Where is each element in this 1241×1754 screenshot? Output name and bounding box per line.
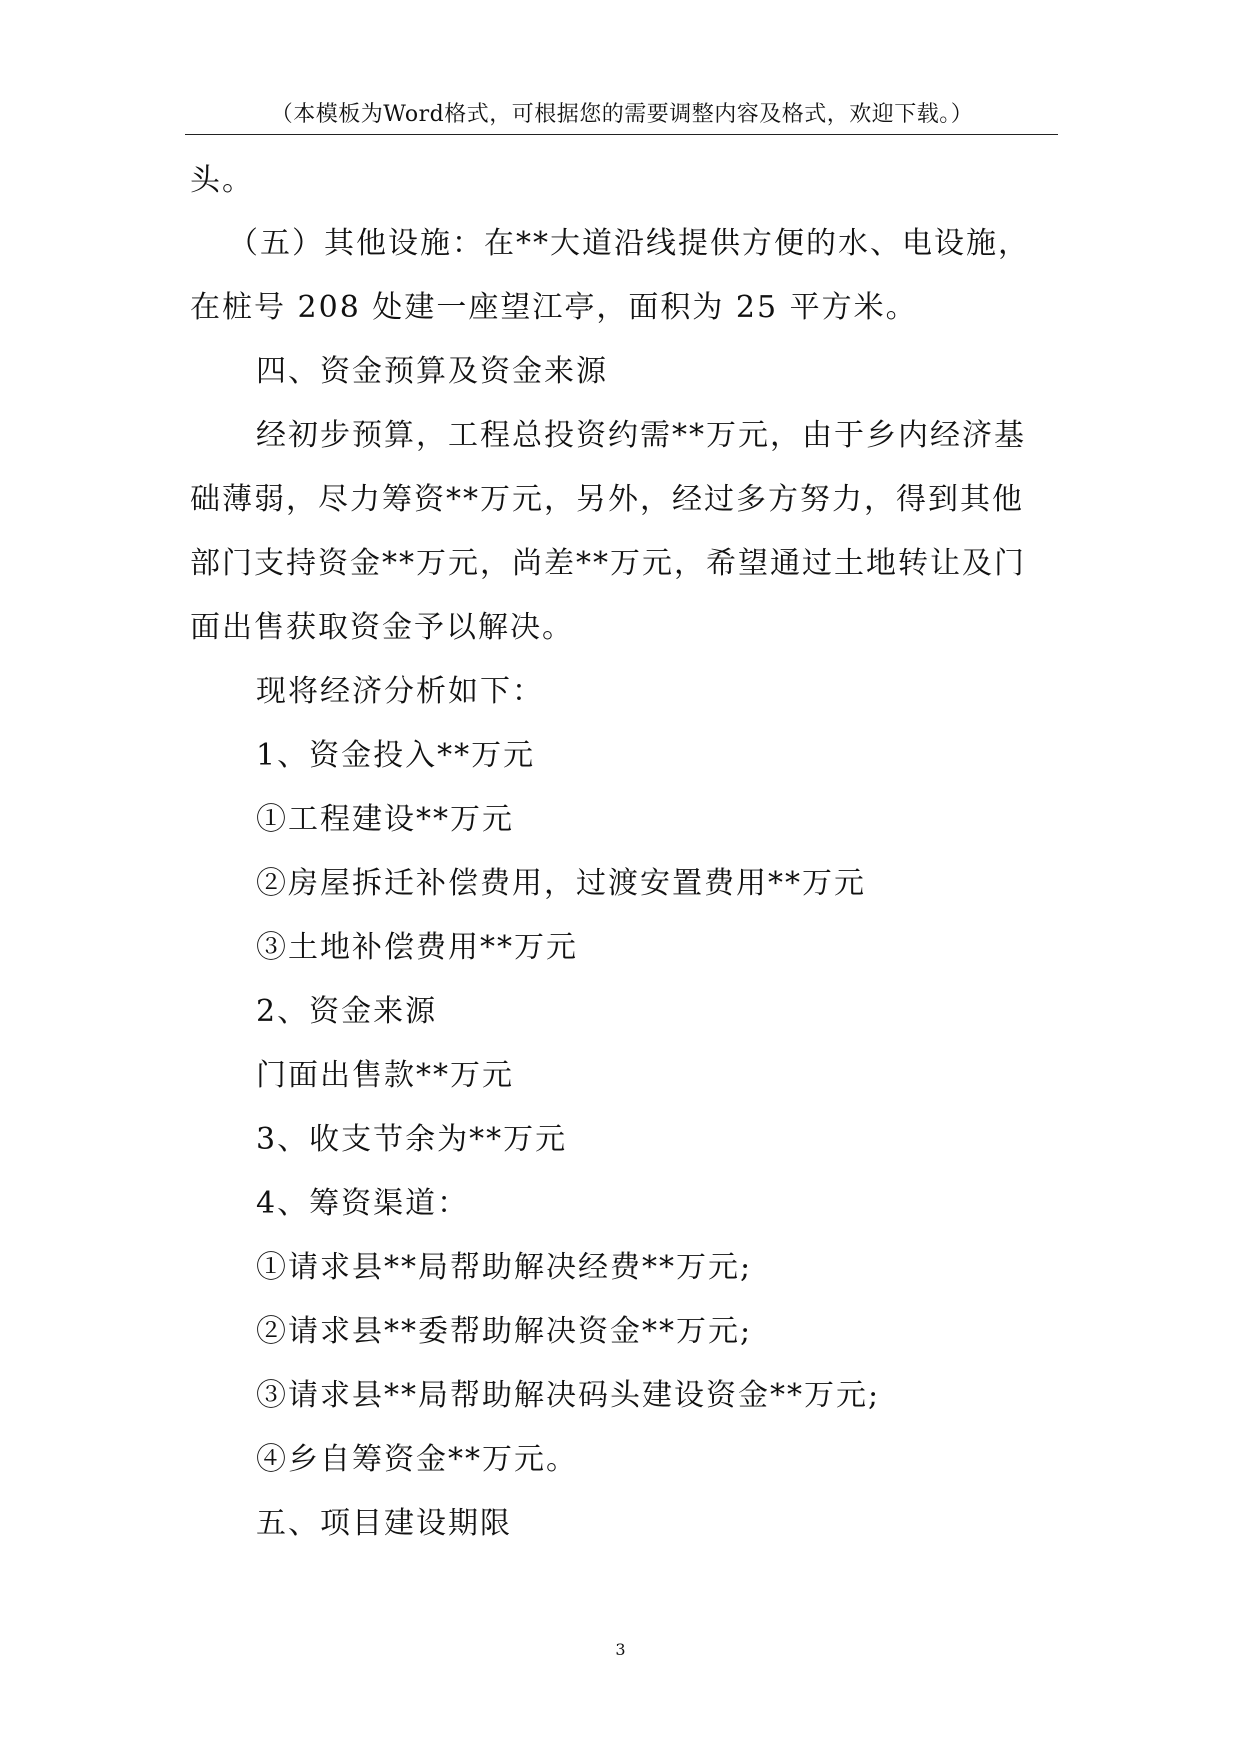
body-line-budget-2: 础薄弱，尽力筹资**万元，另外，经过多方努力，得到其他 <box>190 482 1024 517</box>
list-subitem-storefront-sales: 门面出售款**万元 <box>256 1058 514 1093</box>
list-subitem-land: ③土地补偿费用**万元 <box>256 930 578 965</box>
section-heading-budget: 四、资金预算及资金来源 <box>256 354 608 389</box>
body-line-continuation: 头。 <box>190 163 254 198</box>
list-subitem-channel-4: ④乡自筹资金**万元。 <box>256 1442 578 1477</box>
body-line-budget-3: 部门支持资金**万元，尚差**万元，希望通过土地转让及门 <box>190 546 1026 581</box>
list-item-funding-source: 2、资金来源 <box>256 994 438 1029</box>
list-subitem-channel-2: ②请求县**委帮助解决资金**万元; <box>256 1314 753 1349</box>
template-header-note: （本模板为Word格式，可根据您的需要调整内容及格式，欢迎下载。） <box>270 102 974 127</box>
section-heading-schedule: 五、项目建设期限 <box>256 1506 512 1541</box>
list-subitem-construction: ①工程建设**万元 <box>256 802 514 837</box>
body-line-analysis-intro: 现将经济分析如下： <box>256 674 544 709</box>
list-subitem-channel-1: ①请求县**局帮助解决经费**万元; <box>256 1250 753 1285</box>
header-divider <box>185 134 1058 135</box>
list-item-financing-channels: 4、筹资渠道： <box>256 1186 470 1221</box>
list-subitem-relocation: ②房屋拆迁补偿费用，过渡安置费用**万元 <box>256 866 866 901</box>
list-item-investment: 1、资金投入**万元 <box>256 738 536 773</box>
list-subitem-channel-3: ③请求县**局帮助解决码头建设资金**万元; <box>256 1378 881 1413</box>
list-item-balance: 3、收支节余为**万元 <box>256 1122 568 1157</box>
body-line-budget-1: 经初步预算，工程总投资约需**万元，由于乡内经济基 <box>256 418 1026 453</box>
body-line-pavilion: 在桩号 208 处建一座望江亭，面积为 25 平方米。 <box>190 290 918 325</box>
page-number: 3 <box>615 1640 626 1659</box>
body-line-budget-4: 面出售获取资金予以解决。 <box>190 610 574 645</box>
body-line-section-five: （五）其他设施：在**大道沿线提供方便的水、电设施， <box>228 226 1030 261</box>
